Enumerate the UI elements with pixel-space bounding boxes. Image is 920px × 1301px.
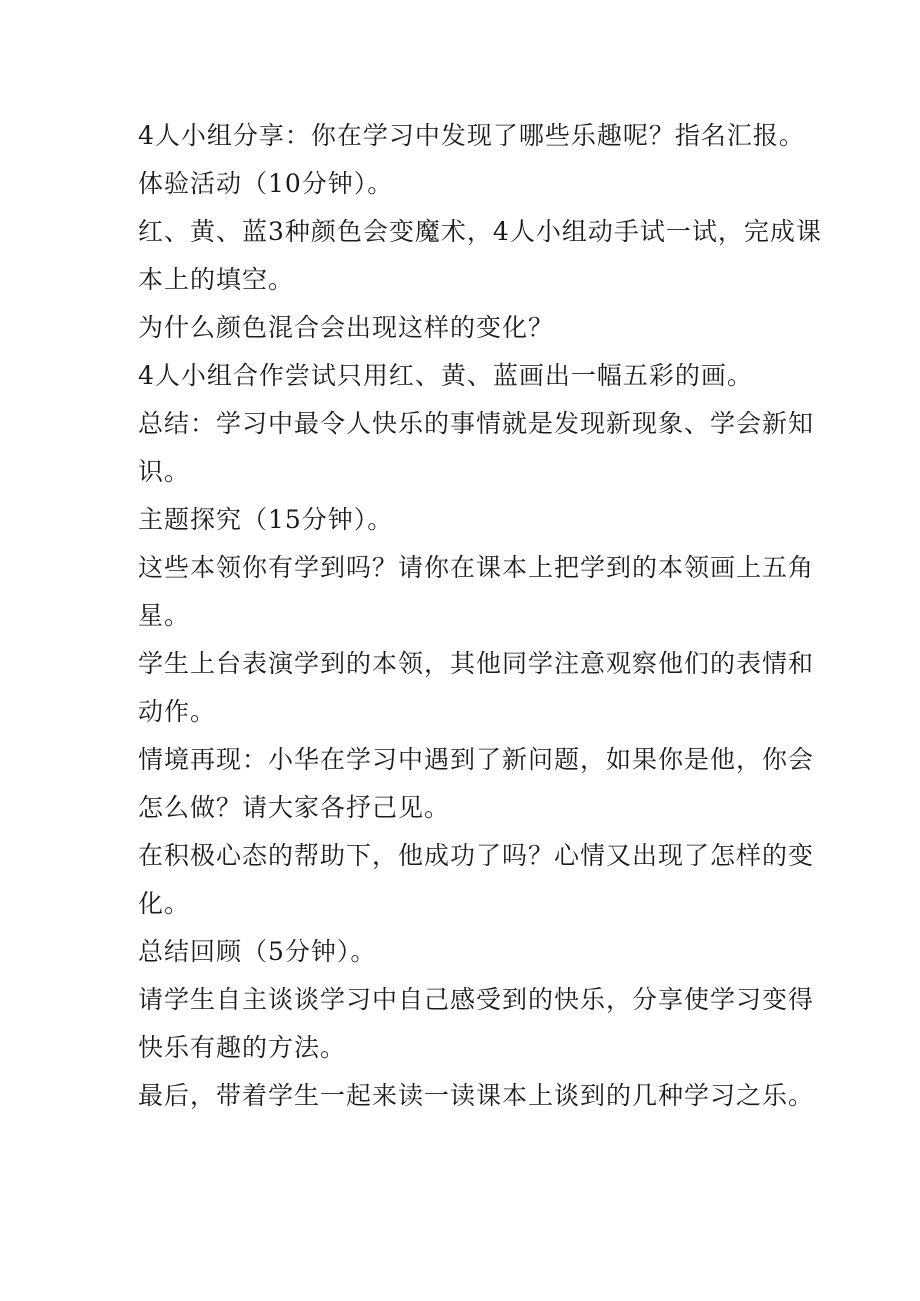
- text-line: 总结：学习中最令人快乐的事情就是发现新现象、学会新知: [138, 409, 815, 438]
- text-line: 怎么做？请大家各抒己见。: [138, 793, 451, 822]
- text-line: 总结回顾（5分钟）。: [138, 937, 377, 966]
- text-line: 红、黄、蓝3种颜色会变魔术，4人小组动手试一试，完成课: [138, 217, 822, 246]
- text-line: 化。: [138, 889, 191, 918]
- text-line: 为什么颜色混合会出现这样的变化？: [138, 313, 555, 342]
- text-line: 动作。: [138, 697, 217, 726]
- text-line: 情境再现：小华在学习中遇到了新问题，如果你是他，你会: [138, 745, 815, 774]
- text-line: 识。: [138, 457, 191, 486]
- text-line: 本上的填空。: [138, 265, 295, 294]
- text-line: 学生上台表演学到的本领，其他同学注意观察他们的表情和: [138, 649, 815, 678]
- text-line: 最后，带着学生一起来读一读课本上谈到的几种学习之乐。: [138, 1081, 815, 1110]
- text-line: 4人小组合作尝试只用红、黄、蓝画出一幅五彩的画。: [138, 361, 753, 390]
- text-line: 在积极心态的帮助下，他成功了吗？心情又出现了怎样的变: [138, 841, 815, 870]
- document-body: [138, 112, 822, 1120]
- text-line: 星。: [138, 601, 191, 630]
- text-line: 这些本领你有学到吗？请你在课本上把学到的本领画上五角: [138, 553, 815, 582]
- text-line: 快乐有趣的方法。: [138, 1033, 347, 1062]
- text-line: 主题探究（15分钟）。: [138, 505, 394, 534]
- text-line: 体验活动（10分钟）。: [138, 169, 394, 198]
- text-line: 4人小组分享：你在学习中发现了哪些乐趣呢？指名汇报。: [138, 121, 805, 150]
- text-line: 请学生自主谈谈学习中自己感受到的快乐，分享使学习变得: [138, 985, 815, 1014]
